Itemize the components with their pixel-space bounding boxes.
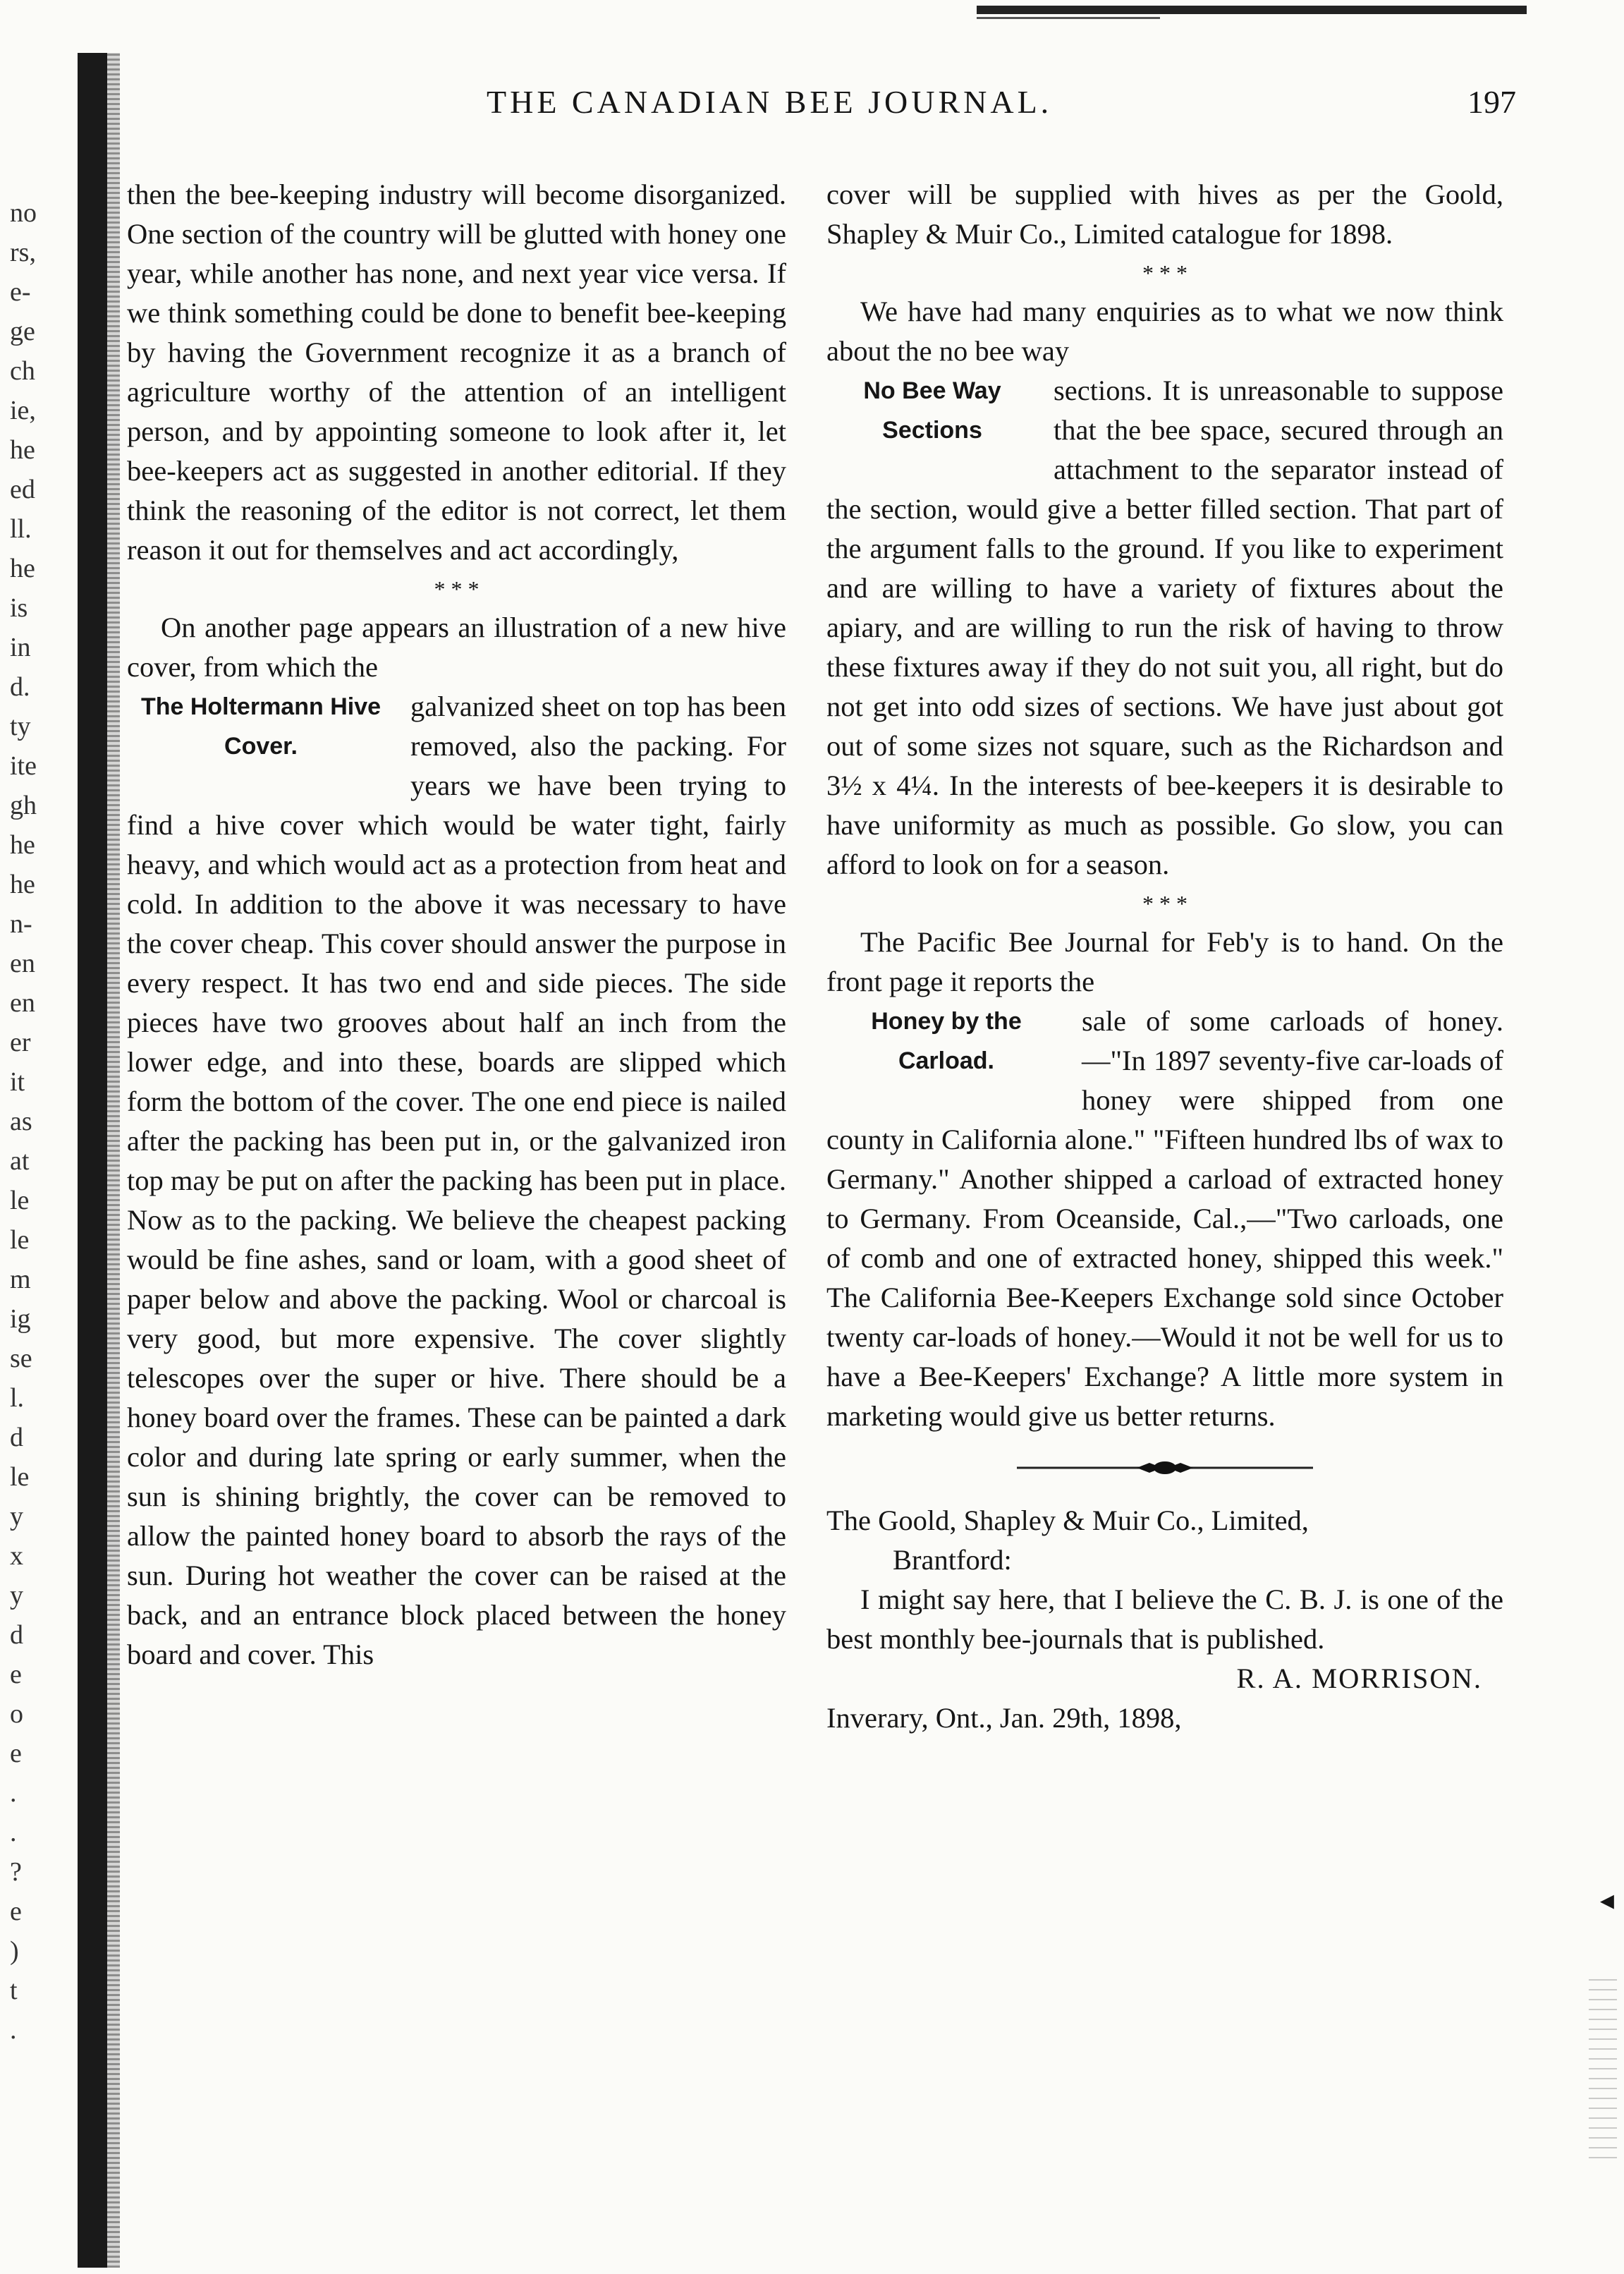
section-divider-stars: * * *: [434, 576, 480, 602]
gutter-fragment: er: [10, 1028, 31, 1057]
letter-addressee: The Goold, Shapley & Muir Co., Limited,: [826, 1504, 1309, 1536]
gutter-fragment: he: [10, 870, 35, 899]
left-column: [127, 175, 786, 1674]
top-rule-thin: [977, 17, 1160, 19]
gutter-fragment: ty: [10, 712, 31, 741]
gutter-fragment: rs,: [10, 238, 36, 267]
letter-dateline: Inverary, Ont., Jan. 29th, 1898,: [826, 1702, 1182, 1734]
gutter-fragment: n-: [10, 909, 32, 939]
paragraph-hive-cover: galvanized sheet on top has been removed, also the packing. For years we have been trying to find a hive cover which would be water tight, fairly heavy, and which would act as a protection from heat and cold. In addition to the above it was necessary to have the cover cheap. This cover should answer the purpose in every respect. It has two end and side pieces. The side pieces have two grooves about half an inch from the lower edge, and into these, boards are slipped which form the bottom of the cover. The one end piece is nailed after the packing has been put in, or the galvanized iron top may be put on after the packing has been put in place. Now as to the packing. We believe the cheapest packing would be fine ashes, sand or loam, with a good sheet of paper below and above the packing. Wool or charcoal is very good, but more expensive. The cover slightly telescopes over the super or hive. There should be a honey board over the frames. These can be painted a dark color and during late spring or early summer, when the sun is shining brightly, the cover can be removed to allow the painted honey board to absorb the rays of the sun. During hot weather the cover can be raised at the back, and an entrance block placed between the honey board and cover. This: [127, 691, 786, 1670]
gutter-fragment: d: [10, 1620, 23, 1650]
paragraph-no-bee-way: sections. It is unreasonable to suppose that the bee space, secured through an attachment to the separator instead of the section, would give a better filled section. That part of the argument falls to the ground. If you like to experiment and are willing to have a variety of fixtures about the apiary, and are willing to run the risk of having to throw these fixtures away if they do not suit you, all right, but do not get into odd sizes of sections. We have just about got out of some sizes not square, such as the Richardson and 3½ x 4¼. In the interests of bee-keepers it is desirable to have uniformity as much as possible. Go slow, you can afford to look on for a season.: [826, 375, 1503, 880]
right-column: [826, 175, 1503, 1738]
gutter-fragment: he: [10, 435, 35, 465]
gutter-fragment: se: [10, 1344, 32, 1373]
gutter-fragment: le: [10, 1225, 30, 1255]
ornamental-rule: [1017, 1460, 1313, 1476]
gutter-fragment: le: [10, 1186, 30, 1215]
gutter-fragment: x: [10, 1541, 23, 1571]
margin-mark: ◂: [1599, 1884, 1614, 1916]
gutter-fragment: ch: [10, 356, 35, 386]
gutter-fragment: as: [10, 1107, 32, 1136]
paragraph-bee-keeping: then the bee-keeping industry will become disorganized. One section of the country will be glutted with honey one year, while another has none, and next year vice versa. If we think something could be done to benefit bee-keeping by having the Government recognize it as a branch of agriculture worthy of the attention of an intelligent person, and by appointing someone to look after it, let bee-keepers act as suggested in another editorial. If they think the reasoning of the editor is not correct, let them reason it out for themselves and act accordingly,: [127, 178, 786, 566]
gutter-fragment: le: [10, 1462, 30, 1492]
gutter-fragment: ?: [10, 1857, 22, 1887]
gutter-fragment: e-: [10, 277, 31, 307]
letter-addressee-city: Brantford:: [893, 1544, 1012, 1576]
gutter-fragment: ed: [10, 475, 35, 504]
gutter-fragment: o: [10, 1699, 23, 1729]
gutter-fragment: en: [10, 949, 35, 978]
gutter-fragment: is: [10, 593, 28, 623]
gutter-fragment: d.: [10, 672, 30, 702]
gutter-fragment: gh: [10, 791, 37, 820]
gutter-fragment: en: [10, 988, 35, 1018]
gutter-fragment: ge: [10, 317, 35, 346]
gutter-fragment: no: [10, 198, 37, 228]
side-heading-honey-by-the-carload: Honey by the Carload.: [871, 1008, 1022, 1074]
gutter-fragment: e: [10, 1739, 22, 1768]
letter-signature: R. A. MORRISON.: [1236, 1662, 1482, 1694]
gutter-fragment: l.: [10, 1383, 25, 1413]
page-header: [134, 83, 1516, 140]
gutter-fragment: .: [10, 1818, 17, 1847]
gutter-fragment: ie,: [10, 396, 36, 425]
gutter-fragment: .: [10, 1778, 17, 1808]
gutter-fragment: y: [10, 1581, 23, 1610]
gutter-fragment: ite: [10, 751, 37, 781]
paragraph-hive-cover-lead: On another page appears an illustration of a new hive cover, from which the: [127, 612, 786, 683]
gutter-fragment: m: [10, 1265, 31, 1294]
running-title: THE CANADIAN BEE JOURNAL.: [487, 84, 1053, 120]
side-heading-holtermann-hive-cover: The Holtermann Hive Cover.: [140, 693, 381, 760]
gutter-fragment: t: [10, 1976, 18, 2005]
gutter-fragment: at: [10, 1146, 30, 1176]
section-divider-stars: * * *: [1142, 891, 1188, 916]
gutter-fragment: ): [10, 1936, 19, 1966]
gutter-fragment: y: [10, 1502, 23, 1531]
top-rule: [977, 6, 1527, 14]
page-binding-edge: [78, 53, 107, 2268]
paragraph-honey-carload-lead: The Pacific Bee Journal for Feb'y is to hand. On the front page it reports the: [826, 926, 1503, 997]
side-heading-no-bee-way-sections: No Bee Way Sections: [863, 377, 1001, 444]
letter-body: I might say here, that I believe the C. B. J. is one of the best monthly bee-journals that is published.: [826, 1583, 1503, 1655]
page-binding-shadow: [107, 53, 120, 2268]
gutter-fragment: in: [10, 633, 31, 662]
gutter-fragment: ll.: [10, 514, 32, 544]
gutter-fragment: it: [10, 1067, 25, 1097]
page-number: 197: [1467, 84, 1516, 120]
gutter-fragment: he: [10, 554, 35, 583]
paragraph-honey-carload: sale of some carloads of honey.—"In 1897 seventy-five car-loads of honey were shipped from one county in California alone." "Fifteen hundred lbs of wax to Germany." Another shipped a carload of extracted honey to Germany. From Oceanside, Cal.,—"Two carloads, one of comb and one of extracted honey, shipped this week." The California Bee-Keepers Exchange sold since October twenty car-loads of honey.—Would it not be well for us to have a Bee-Keepers' Exchange? A little more system in marketing would give us better returns.: [826, 1005, 1503, 1432]
reader-letter: [826, 1501, 1503, 1738]
paragraph-cover-supply: cover will be supplied with hives as per the Goold, Shapley & Muir Co., Limited catalogue for 1898.: [826, 178, 1503, 250]
margin-noise: [1589, 1975, 1617, 2158]
gutter-fragment: he: [10, 830, 35, 860]
gutter-fragment: e: [10, 1660, 22, 1689]
gutter-fragment: e: [10, 1897, 22, 1926]
section-divider-stars: * * *: [1142, 260, 1188, 286]
gutter-fragment: d: [10, 1423, 23, 1452]
paragraph-no-bee-way-lead: We have had many enquiries as to what we now think about the no bee way: [826, 296, 1503, 367]
gutter-fragment: ig: [10, 1304, 31, 1334]
gutter-fragment: .: [10, 2015, 17, 2045]
